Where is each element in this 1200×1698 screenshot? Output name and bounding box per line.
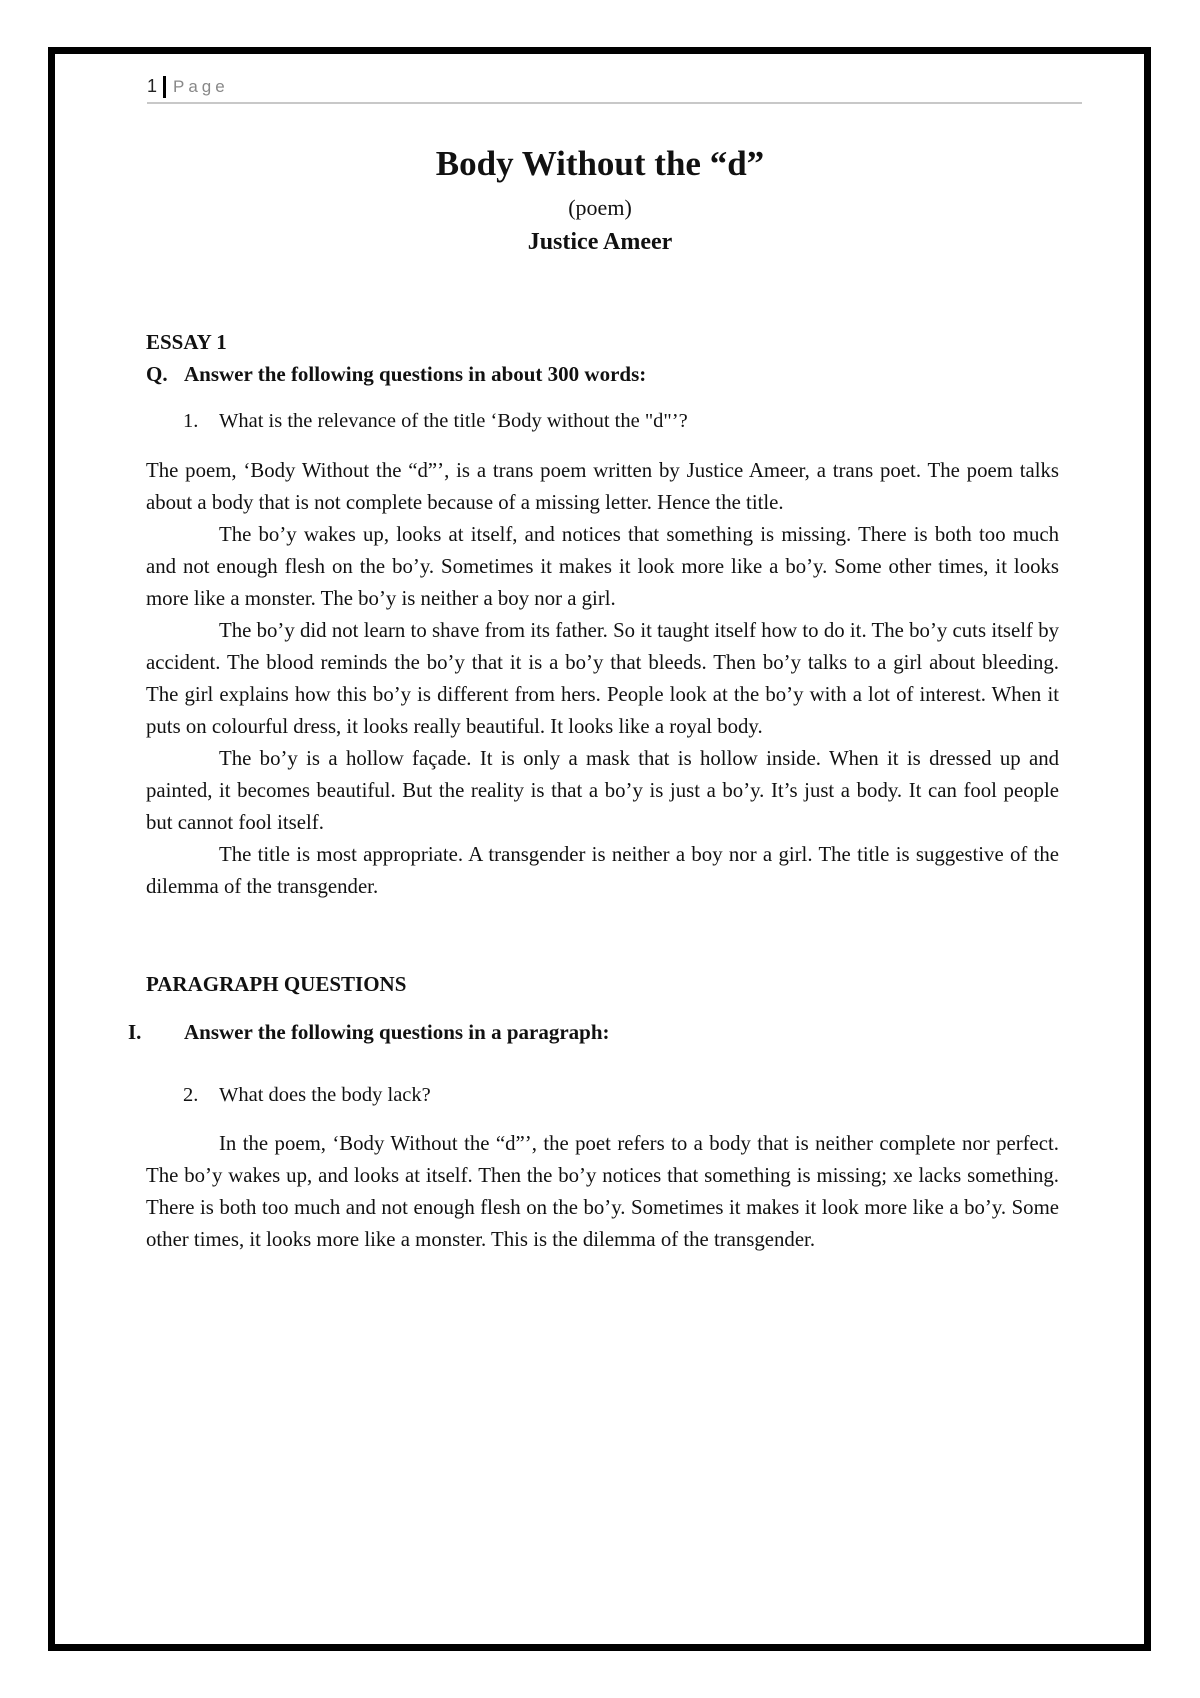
instruction-marker: I. xyxy=(128,1020,142,1044)
instruction-text: Answer the following questions in about 300 words: xyxy=(184,362,647,386)
answer-paragraph: The poem, ‘Body Without the “d”’, is a trans poem written by Justice Ameer, a trans poet. The poem talks about a body that is not complete because of a missing letter. Hence the title. xyxy=(146,459,1059,514)
paragraph-questions-heading: PARAGRAPH QUESTIONS xyxy=(146,972,407,996)
answer-paragraph: The bo’y wakes up, looks at itself, and notices that something is missing. There is both too much and not enough flesh on the bo’y. Sometimes it makes it look more like a bo’y. Some other times, it looks more like a monster. The bo’y is neither a boy nor a girl. xyxy=(146,523,1059,610)
question-text: What is the relevance of the title ‘Body without the "d"’? xyxy=(219,410,688,432)
instruction-text: Answer the following questions in a paragraph: xyxy=(184,1020,610,1044)
question-number: 1. xyxy=(183,410,199,432)
page-header xyxy=(147,74,1082,104)
document-subtitle: (poem) xyxy=(568,195,632,220)
answer-paragraph: In the poem, ‘Body Without the “d”’, the poet refers to a body that is neither complete nor perfect. The bo’y wakes up, and looks at itself. Then the bo’y notices that something is missing; xe lacks something. There is both too much and not enough flesh on the bo’y. Sometimes it makes it look more like a bo’y. Some other times, it looks more like a monster. This is the dilemma of the transgender. xyxy=(146,1132,1059,1251)
essay-instruction xyxy=(146,362,646,387)
header-divider xyxy=(163,76,166,98)
essay-answer xyxy=(146,455,1059,903)
instruction-marker: Q. xyxy=(146,362,168,386)
question-text: What does the body lack? xyxy=(219,1084,431,1106)
paragraph-answer xyxy=(146,1128,1059,1256)
answer-paragraph: The bo’y is a hollow façade. It is only a mask that is hollow inside. When it is dressed up and painted, it becomes beautiful. But the reality is that a bo’y is just a bo’y. It’s just a body. It can fool people but cannot fool itself. xyxy=(146,747,1059,834)
page-number: 1 xyxy=(147,76,158,96)
essay-heading: ESSAY 1 xyxy=(146,330,227,354)
answer-paragraph: The bo’y did not learn to shave from its father. So it taught itself how to do it. The bo’y cuts itself by accident. The blood reminds the bo’y that it is a bo’y that bleeds. Then bo’y talks to a girl about bleeding. The girl explains how this bo’y is different from hers. People look at the bo’y with a lot of interest. When it puts on colourful dress, it looks really beautiful. It looks like a royal body. xyxy=(146,619,1059,738)
document-author: Justice Ameer xyxy=(527,229,673,255)
answer-paragraph: The title is most appropriate. A transgender is neither a boy nor a girl. The title is suggestive of the dilemma of the transgender. xyxy=(146,843,1059,898)
page-label: Page xyxy=(173,77,229,96)
document-title: Body Without the “d” xyxy=(435,144,765,183)
question-number: 2. xyxy=(183,1084,199,1106)
